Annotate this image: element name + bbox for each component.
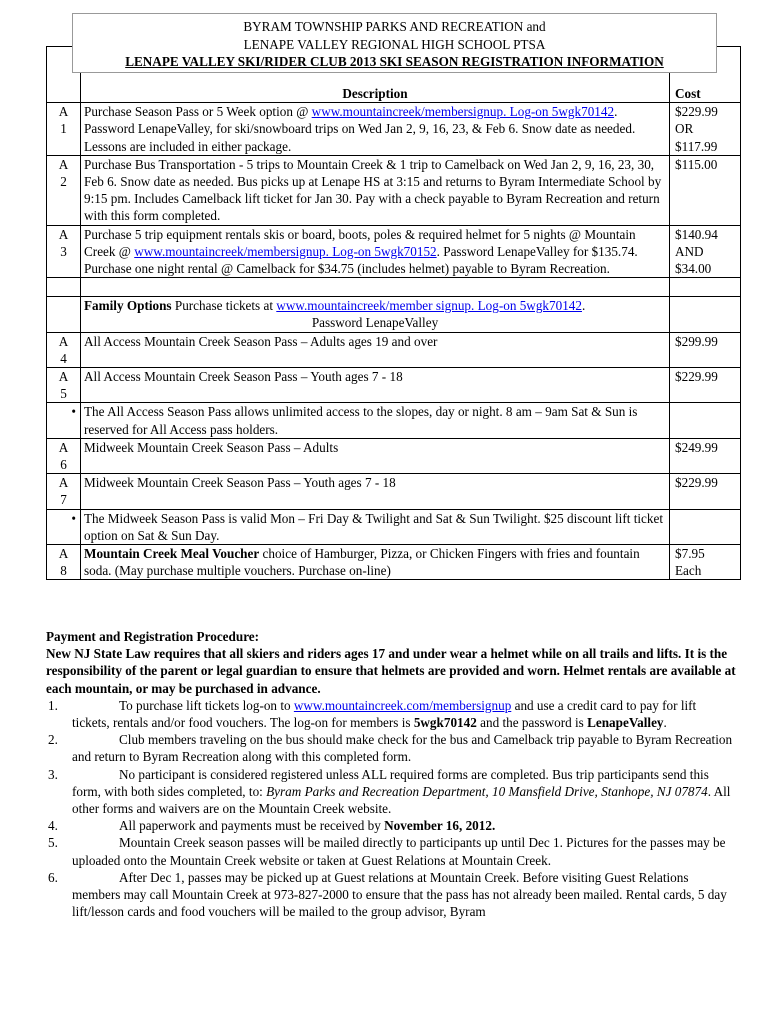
description-header: Description bbox=[342, 86, 408, 101]
table-row: A 8 Mountain Creek Meal Voucher choice of Hamburger, Pizza, or Chicken Fingers with fries and fountain soda. (May purchase multiple vouchers. Purchase on-line) $7.95 Each bbox=[47, 545, 741, 580]
row-id-number: 1 bbox=[60, 121, 67, 137]
row-description: Purchase Bus Transportation - 5 trips to Mountain Creek & 1 trip to Camelback on Wed Jan 2, 9, 16, 23, 30, Feb 6. Snow date as needed. Bus picks up at Lenape HS at 3:15 and returns to Byram Intermediate School by 9:15 pm. Includes Camelback lift ticket for Jan 30. Pay with a check payable to Byram Recreation and return with this form completed. bbox=[81, 155, 670, 225]
helmet-law-notice: New NJ State Law requires that all skiers and riders ages 17 and under wear a helmet while on all trails and lifts. It is the responsibility of the parent or legal guardian to ensure that helmets are provided and worn. Helmet rentals are available at each mountain, or may be purchased in advance. bbox=[46, 646, 736, 696]
row-id-letter: A bbox=[58, 104, 69, 120]
row-cost: $7.95 Each bbox=[670, 545, 741, 580]
row-description: The All Access Season Pass allows unlimited access to the slopes, day or night. 8 am – 9am Sat & Sun is reserved for All Access pass holders. bbox=[81, 403, 670, 438]
row-cost: $229.99 OR $117.99 bbox=[670, 103, 741, 156]
procedure-section bbox=[46, 628, 736, 920]
family-options-label: Family Options bbox=[84, 298, 172, 314]
table-row bbox=[47, 403, 741, 438]
row-cost: $229.99 bbox=[670, 368, 741, 403]
bullet-icon: • bbox=[47, 509, 81, 544]
header-title: LENAPE VALLEY SKI/RIDER CLUB 2013 SKI SEASON REGISTRATION INFORMATION bbox=[125, 54, 664, 69]
list-item: 6. After Dec 1, passes may be picked up at Guest relations at Mountain Creek. Before visiting Guest Relations members may call Mountain Creek at 973-827-2000 to ensure that the pass has not already been mailed. Rental cards, 5 day lift/lesson cards and food vouchers will be mailed to the group advisor, Byram bbox=[48, 869, 727, 920]
table-row: A 6 Midweek Mountain Creek Season Pass – Adults $249.99 bbox=[47, 438, 741, 473]
spacer-row bbox=[47, 278, 741, 297]
row-description: Midweek Mountain Creek Season Pass – Adults bbox=[81, 438, 670, 473]
registration-table bbox=[46, 46, 741, 580]
header-line-2: LENAPE VALLEY REGIONAL HIGH SCHOOL PTSA bbox=[243, 36, 546, 52]
row-description: Midweek Mountain Creek Season Pass – Youth ages 7 - 18 bbox=[81, 474, 670, 509]
list-item: 2. Club members traveling on the bus should make check for the bus and Camelback trip payable to Byram Recreation and return to Byram Recreation along with this completed form. bbox=[48, 732, 733, 765]
list-item: 5. Mountain Creek season passes will be mailed directly to participants up until Dec 1. Pictures for the passes may be uploaded onto the Mountain Creek website or taken at Guest Relations at Mountain Creek. bbox=[48, 835, 726, 868]
family-password: Password LenapeValley bbox=[311, 315, 439, 331]
row-id-letter: A bbox=[58, 226, 69, 242]
row-description: All Access Mountain Creek Season Pass – Youth ages 7 - 18 bbox=[81, 368, 670, 403]
rental-signup-link[interactable]: www.mountaincreek/membersignup. Log-on 5wgk70152 bbox=[134, 243, 437, 259]
row-description: The Midweek Season Pass is valid Mon – Fri Day & Twilight and Sat & Sun Twilight. $25 discount lift ticket option on Sat & Sun Day. bbox=[81, 509, 670, 544]
row-cost: $249.99 bbox=[670, 438, 741, 473]
row-cost: $115.00 bbox=[670, 155, 741, 225]
row-description: Purchase Season Pass or 5 Week option @ www.mountaincreek/membersignup. Log-on 5wgk70142. Password LenapeValley, for ski/snowboard trips on Wed Jan 2, 9, 16, 23, & Feb 6. Snow date as needed. Lessons are included in either package. bbox=[81, 103, 670, 156]
procedure-title: Payment and Registration Procedure: bbox=[46, 629, 260, 644]
row-description: Mountain Creek Meal Voucher choice of Hamburger, Pizza, or Chicken Fingers with fries and fountain soda. (May purchase multiple vouchers. Purchase on-line) bbox=[81, 545, 670, 580]
table-row: A 5 All Access Mountain Creek Season Pass – Youth ages 7 - 18 $229.99 bbox=[47, 368, 741, 403]
family-options-row: Family Options Purchase tickets at www.mountaincreek/member signup. Log-on 5wgk70142. Password LenapeValley bbox=[47, 297, 741, 332]
mailing-address: Byram Parks and Recreation Department, 10 Mansfield Drive, Stanhope, NJ 07874 bbox=[266, 783, 708, 799]
row-id-number: 2 bbox=[60, 174, 67, 190]
bullet-icon: • bbox=[47, 403, 81, 438]
row-cost: $299.99 bbox=[670, 332, 741, 367]
header-line-1: BYRAM TOWNSHIP PARKS AND RECREATION and bbox=[243, 19, 546, 34]
table-row: A 4 All Access Mountain Creek Season Pass – Adults ages 19 and over $299.99 bbox=[47, 332, 741, 367]
table-row: A 7 Midweek Mountain Creek Season Pass – Youth ages 7 - 18 $229.99 bbox=[47, 474, 741, 509]
document-header bbox=[72, 13, 717, 73]
table-row bbox=[47, 225, 741, 278]
deadline-date: November 16, 2012. bbox=[384, 818, 496, 834]
row-id-number: 3 bbox=[60, 243, 67, 259]
table-row bbox=[47, 155, 741, 225]
list-item: 4. All paperwork and payments must be received by November 16, 2012. bbox=[48, 818, 496, 834]
procedure-list bbox=[46, 697, 736, 921]
row-description: All Access Mountain Creek Season Pass – Adults ages 19 and over bbox=[81, 332, 670, 367]
table-row bbox=[47, 509, 741, 544]
family-signup-link[interactable]: www.mountaincreek/member signup. Log-on 5wgk70142 bbox=[276, 298, 582, 314]
cost-header: Cost bbox=[675, 86, 701, 101]
row-cost: $229.99 bbox=[670, 474, 741, 509]
membersignup-link[interactable]: www.mountaincreek.com/membersignup bbox=[293, 697, 512, 713]
row-cost: $140.94 AND $34.00 bbox=[670, 225, 741, 278]
list-item: 1. To purchase lift tickets log-on to www.mountaincreek.com/membersignup and use a credit card to pay for lift tickets, rentals and/or food vouchers. The log-on for members is 5wgk70142 and the password is LenapeValley. bbox=[48, 697, 697, 731]
list-item: 3. No participant is considered registered unless ALL required forms are completed. Bus trip participants send this form, with both sides completed, to: Byram Parks and Recreation Department, 10 Mansfield Drive, Stanhope, NJ 07874. All other forms and waivers are on the Mountain Creek website. bbox=[48, 766, 731, 817]
row-description: Purchase 5 trip equipment rentals skis or board, boots, poles & required helmet for 5 nights @ Mountain Creek @ www.mountaincreek/membersignup. Log-on 5wgk70152. Password LenapeValley for $135.74. Purchase one night rental @ Camelback for $34.75 (includes helmet) payable to Byram Recreation. bbox=[81, 225, 670, 278]
table-row bbox=[47, 103, 741, 156]
member-signup-link[interactable]: www.mountaincreek/membersignup. Log-on 5wgk70142 bbox=[311, 104, 615, 120]
row-id-letter: A bbox=[58, 156, 69, 172]
